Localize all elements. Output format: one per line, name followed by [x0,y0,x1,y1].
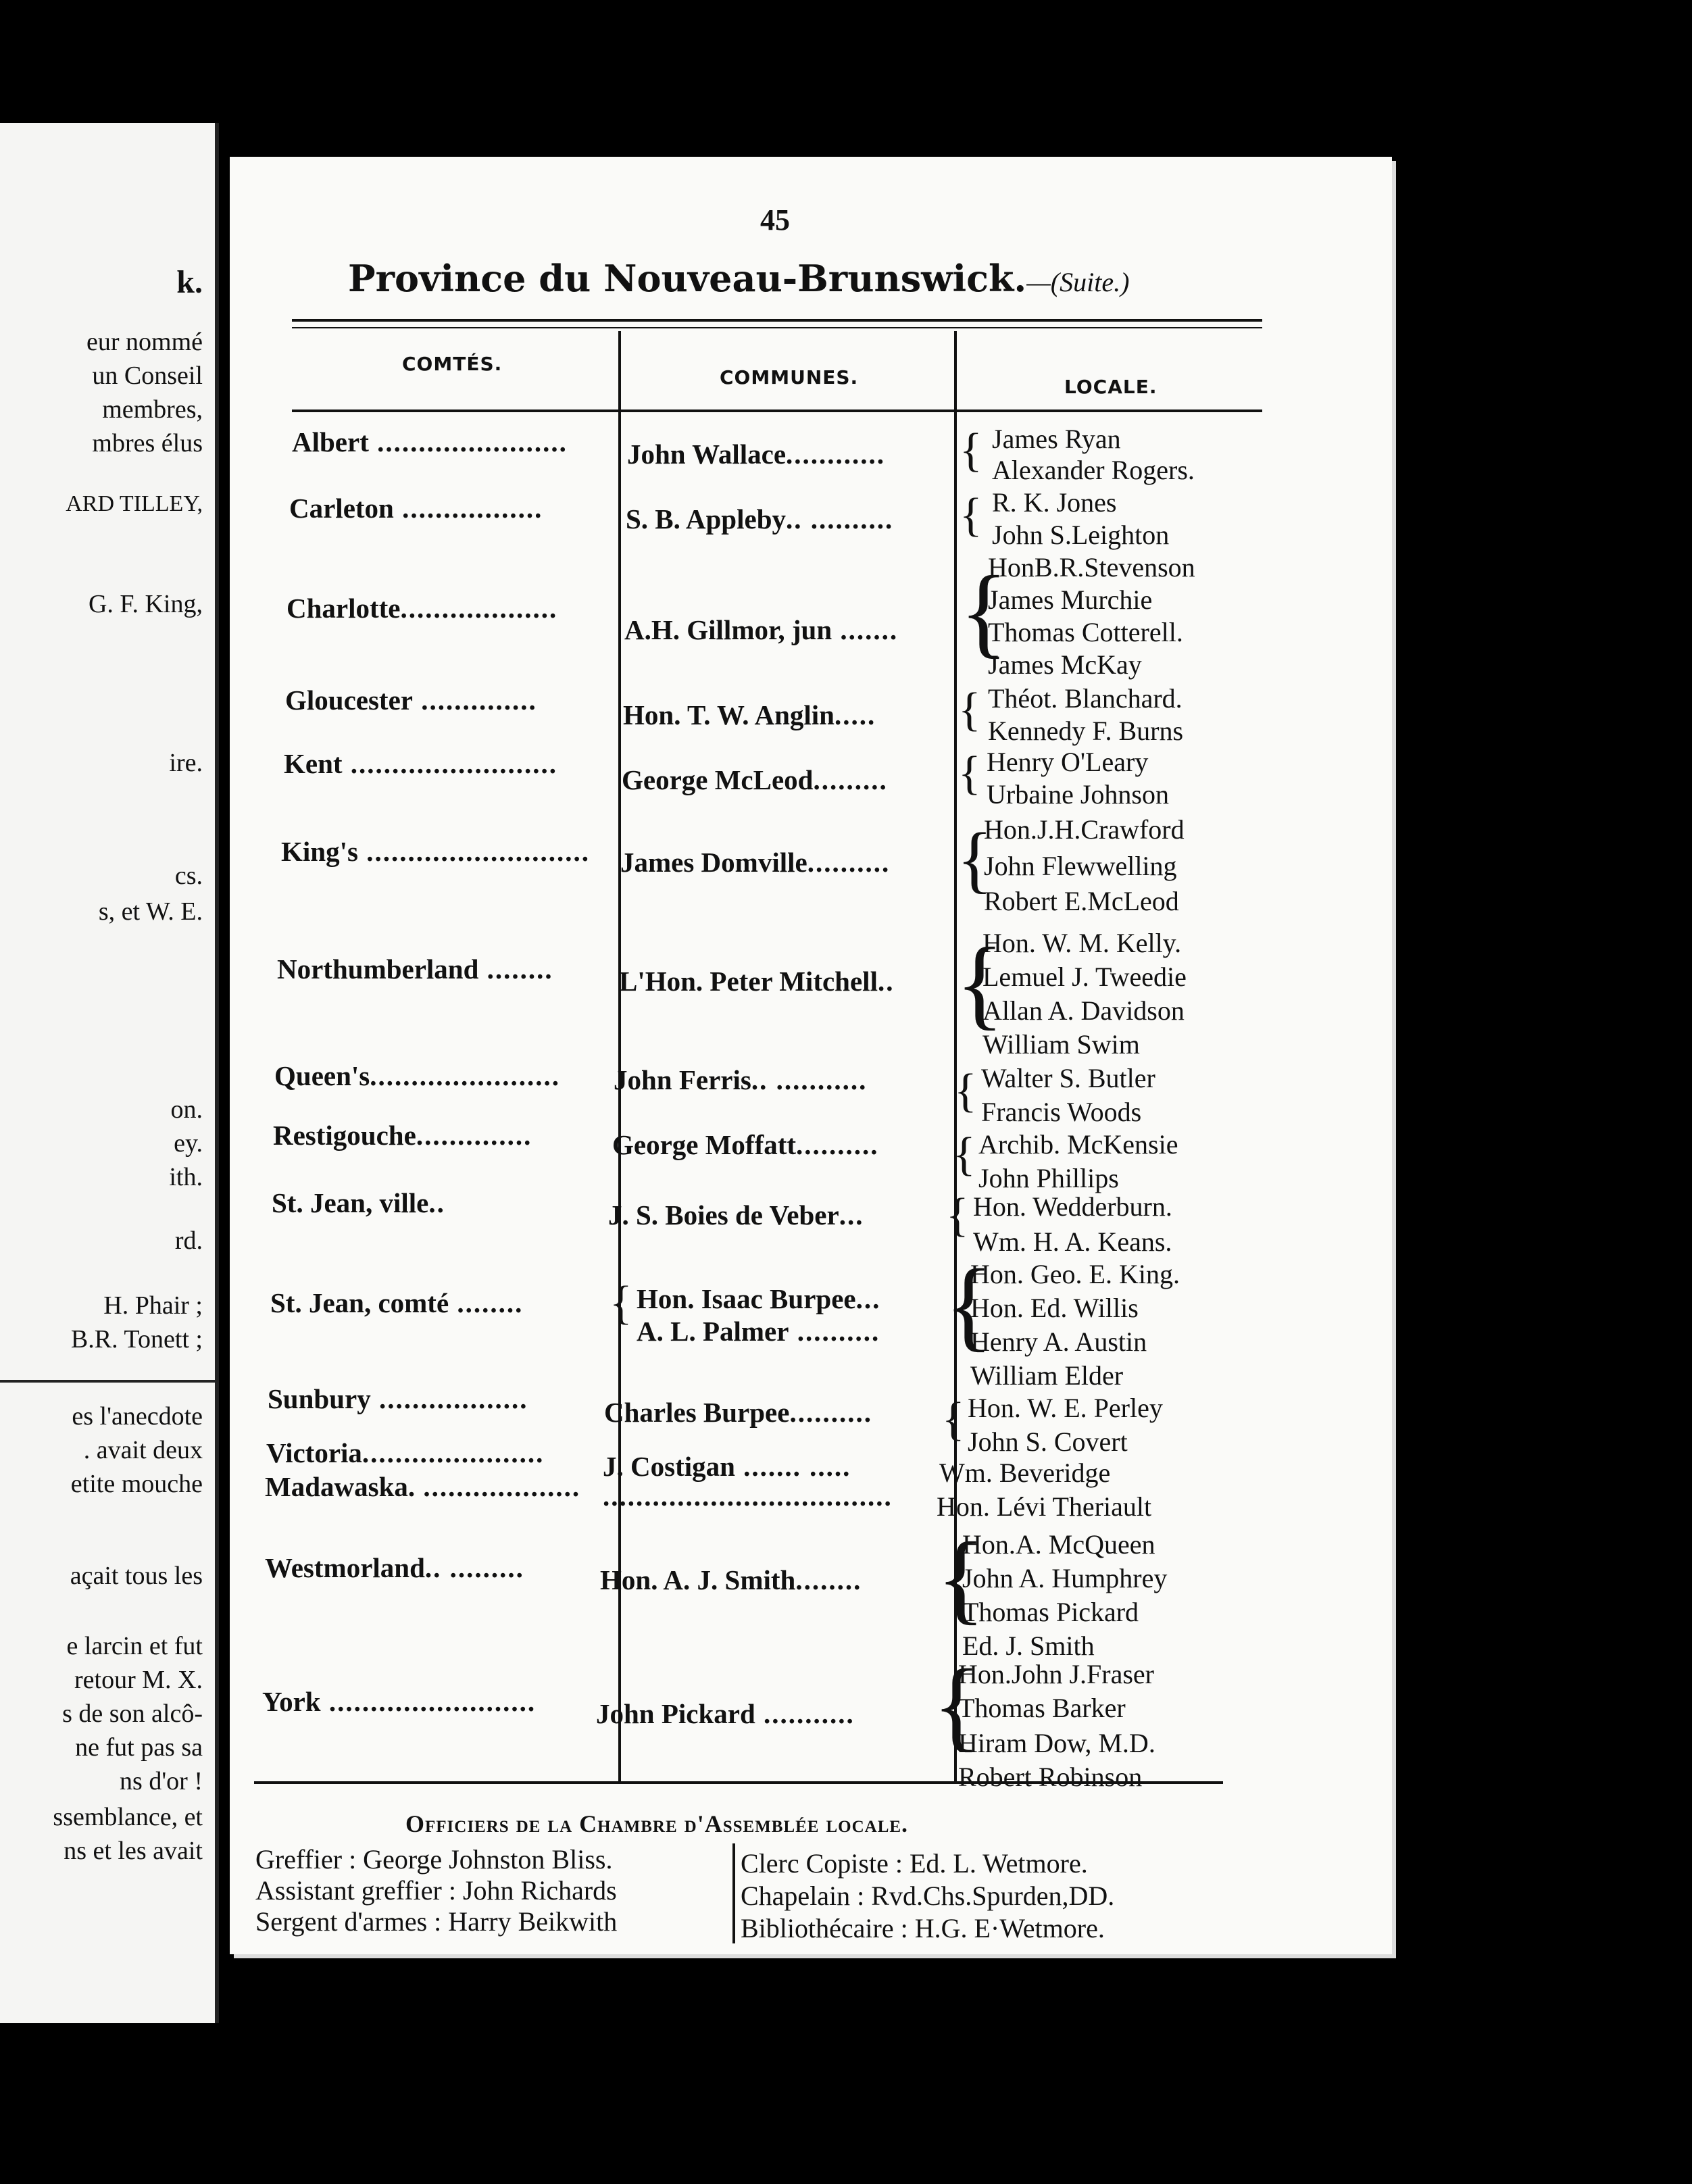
officer-right: Clerc Copiste : Ed. L. Wetmore. [741,1848,1088,1879]
locale-member: Hon.John J.Fraser [958,1659,1154,1689]
commune-carleton: S. B. Appleby.. .......... [626,503,894,535]
left-fragment: ne fut pas sa [75,1733,203,1762]
commune-restigouche: George Moffatt.......... [612,1129,879,1160]
brace: { [957,818,993,900]
locale-member: John S.Leighton [992,520,1170,550]
locale-member: Hon. Lévi Theriault [937,1491,1152,1522]
comte-kings: King's ........................... [281,836,590,867]
commune-victoria: J. Costigan ....... ..... [603,1451,851,1482]
left-fragment: un Conseil [92,362,203,390]
left-page [0,123,219,2023]
left-fragment: H. Phair ; [103,1291,203,1320]
comte-york: York ......................... [262,1686,537,1717]
commune-albert: John Wallace............ [627,439,886,470]
left-fragment: membres, [102,395,203,424]
locale-member: John A. Humphrey [962,1563,1168,1593]
left-fragment: es l'anecdote [72,1402,203,1431]
locale-member: Walter S. Butler [981,1063,1155,1093]
comte-queens: Queen's....................... [274,1060,560,1091]
locale-member: William Swim [982,1029,1140,1060]
locale-member: Hon. Geo. E. King. [970,1259,1180,1289]
locale-member: Thomas Pickard [962,1597,1139,1627]
officers-title: Officiers de la Chambre d'Assemblée locale. [405,1810,909,1837]
officer-left: Sergent d'armes : Harry Beikwith [255,1906,618,1937]
brace: { [954,1065,977,1117]
left-fragment: ire. [169,749,203,777]
left-fragment: eur nommé [86,328,203,356]
left-fragment: rd. [174,1226,203,1255]
left-fragment: ns et les avait [64,1837,203,1865]
comte-westmorland: Westmorland.. ......... [265,1552,524,1583]
locale-member: William Elder [970,1360,1124,1391]
left-fragment: s, et W. E. [98,897,203,926]
brace: { [953,1128,976,1181]
brace: { [942,1393,965,1445]
locale-member: R. K. Jones [992,487,1117,518]
comte-st-jean-ville: St. Jean, ville.. [272,1187,445,1218]
left-fragment: ith. [169,1163,203,1191]
header-communes: COMMUNES. [720,366,859,389]
brace: { [937,1522,985,1634]
locale-member: Hon. W. E. Perley [968,1393,1163,1423]
left-rule [0,1380,215,1383]
commune-york: John Pickard ........... [596,1698,855,1729]
locale-member: Thomas Barker [958,1693,1126,1723]
locale-member: Théot. Blanchard. [988,683,1183,714]
locale-member: Wm. Beveridge [939,1458,1111,1488]
locale-member: Hon. Ed. Willis [970,1293,1139,1323]
locale-member: James Ryan [992,424,1121,454]
left-fragment: cs. [174,862,203,890]
brace: { [946,1189,969,1241]
brace: { [932,1649,981,1761]
left-fragment: ARD TILLEY, [66,491,203,516]
locale-member: Hiram Dow, M.D. [958,1728,1155,1758]
locale-member: Urbaine Johnson [987,779,1169,810]
header-comtes: COMTÉS. [402,353,503,375]
title-suffix: —(Suite.) [1026,267,1130,297]
locale-member: Robert E.McLeod [984,886,1179,916]
commune-madawaska: ................................... [603,1481,893,1512]
locale-member: Hon.A. McQueen [962,1529,1155,1560]
locale-member: Alexander Rogers. [992,455,1195,485]
comte-sunbury: Sunbury .................. [268,1383,528,1414]
locale-member: John Flewwelling [984,851,1177,881]
locale-member: John Phillips [978,1163,1119,1193]
page-title: Province du Nouveau-Brunswick.—(Suite.) [348,257,1130,300]
commune-st-jean-comte: Hon. Isaac Burpee... [637,1283,881,1314]
locale-member: James McKay [988,649,1142,680]
brace: { [960,555,1008,668]
brace: { [609,1277,632,1329]
header-rule-top2 [292,327,1262,328]
locale-member: Lemuel J. Tweedie [982,962,1187,992]
locale-member: Hon.J.H.Crawford [984,814,1185,845]
comte-gloucester: Gloucester .............. [285,685,537,716]
locale-member: John S. Covert [968,1426,1128,1457]
brace: { [945,1249,993,1361]
left-fragment: açait tous les [70,1562,203,1590]
commune-northumberland: L'Hon. Peter Mitchell.. [619,966,895,997]
officer-left: Greffier : George Johnston Bliss. [255,1844,613,1875]
locale-member: Wm. H. A. Keans. [973,1226,1172,1257]
commune-sunbury: Charles Burpee.......... [604,1397,872,1428]
left-fragment: k. [176,264,203,300]
left-fragment: . avait deux [83,1436,203,1464]
officer-right: Bibliothécaire : H.G. E·Wetmore. [741,1913,1105,1943]
locale-member: HonB.R.Stevenson [988,552,1195,582]
left-fragment: mbres élus [92,429,203,457]
locale-member: Francis Woods [981,1097,1142,1127]
locale-member: Hon. Wedderburn. [973,1191,1172,1222]
comte-madawaska: Madawaska. ................... [265,1471,581,1502]
brace: { [958,684,981,736]
commune-queens: John Ferris.. ........... [614,1064,868,1095]
locale-member: Allan A. Davidson [982,995,1185,1026]
comte-northumberland: Northumberland ........ [277,953,553,985]
left-fragment: on. [170,1095,203,1124]
locale-member: Ed. J. Smith [962,1631,1095,1661]
left-fragment: G. F. King, [88,590,203,618]
commune-kent: George McLeod......... [622,764,888,795]
officers-divider [732,1843,735,1943]
commune-charlotte: A.H. Gillmor, jun ....... [624,614,899,645]
comte-carleton: Carleton ................. [289,493,543,524]
brace: { [958,747,981,799]
left-fragment: ssemblance, et [53,1803,203,1831]
commune-st-jean-comte: A. L. Palmer .......... [637,1316,880,1347]
locale-member: Henry O'Leary [987,747,1149,777]
comte-charlotte: Charlotte................... [287,593,558,624]
header-locale: LOCALE. [1064,376,1158,398]
comte-victoria: Victoria...................... [266,1437,545,1468]
locale-member: Robert Robinson [958,1762,1143,1792]
officer-right: Chapelain : Rvd.Chs.Spurden,DD. [741,1881,1115,1911]
locale-member: Hon. W. M. Kelly. [982,928,1182,958]
locale-member: James Murchie [988,585,1153,615]
commune-kings: James Domville.......... [620,847,891,878]
brace: { [960,489,982,541]
comte-kent: Kent ......................... [284,748,558,779]
locale-member: Kennedy F. Burns [988,716,1184,746]
left-fragment: ey. [174,1129,203,1158]
commune-westmorland: Hon. A. J. Smith........ [600,1564,862,1595]
page-number: 45 [760,203,790,237]
comte-restigouche: Restigouche.............. [273,1120,532,1151]
brace: { [955,927,1004,1039]
comte-st-jean-comte: St. Jean, comté ........ [270,1287,524,1318]
locale-member: Archib. McKensie [978,1129,1178,1160]
header-rule-bottom [292,410,1262,412]
commune-gloucester: Hon. T. W. Anglin..... [623,699,876,730]
commune-st-jean-ville: J. S. Boies de Veber... [608,1199,864,1231]
header-rule-top [292,319,1262,322]
left-fragment: e larcin et fut [66,1632,203,1660]
comte-albert: Albert ....................... [292,426,568,457]
left-fragment: s de son alcô- [62,1699,203,1728]
brace: { [960,424,982,476]
officer-left: Assistant greffier : John Richards [255,1875,617,1906]
locale-member: Thomas Cotterell. [988,617,1183,647]
locale-member: Henry A. Austin [970,1326,1147,1357]
left-fragment: etite mouche [70,1470,203,1498]
left-fragment: retour M. X. [74,1666,203,1694]
left-fragment: B.R. Tonett ; [70,1325,203,1354]
left-fragment: ns d'or ! [120,1767,203,1795]
